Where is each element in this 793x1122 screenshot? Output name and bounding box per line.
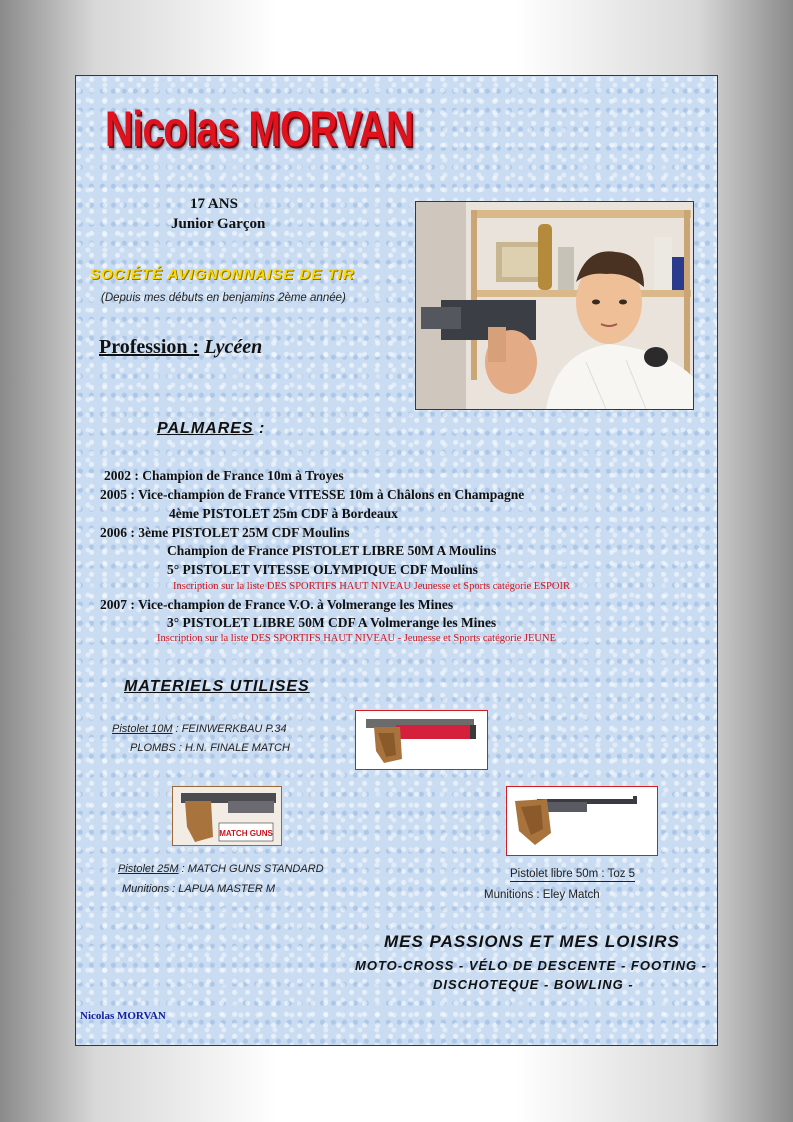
profession-value: Lycéen — [204, 336, 263, 358]
palmares-heading — [157, 420, 265, 438]
pistol-50m-illustration — [507, 787, 657, 855]
munitions-25m: Munitions : LAPUA MASTER M — [122, 883, 276, 895]
palmares-title-colon: : — [259, 420, 266, 437]
munitions-50m: Munitions : Eley Match — [484, 889, 600, 901]
pistol-10m-image — [355, 710, 488, 770]
palmares-line-2006-c: 5° PISTOLET VITESSE OLYMPIQUE CDF Moulins — [167, 562, 478, 577]
pistol-25m-value: : MATCH GUNS STANDARD — [181, 863, 324, 875]
matchguns-logo: MATCH GUNS — [219, 829, 273, 838]
palmares-line-2007-b: 3° PISTOLET LIBRE 50M CDF A Volmerange les Mines — [167, 615, 497, 630]
palmares-line-2007: 2007 : Vice-champion de France V.O. à Volmerange les Mines — [100, 597, 454, 612]
pistol-50m-line: Pistolet libre 50m : Toz 5 — [510, 868, 636, 880]
plombs-line: PLOMBS : H.N. FINALE MATCH — [130, 742, 290, 754]
pistol-10m-value: : FEINWERKBAU P.34 — [175, 723, 287, 735]
pistol-50m-image — [506, 786, 658, 856]
pistol-10m-illustration — [356, 711, 487, 769]
pistol-10m-line — [112, 723, 287, 735]
athlete-age: 17 ANS — [190, 196, 238, 212]
passions-line-2: DISCHOTEQUE - BOWLING - — [433, 977, 634, 992]
palmares-title: PALMARES — [157, 420, 254, 437]
palmares-note-jeune: Inscription sur la liste DES SPORTIFS HAUT NIVEAU - Jeunesse et Sports catégorie JEUNE — [157, 633, 557, 644]
passions-heading: MES PASSIONS ET MES LOISIRS — [384, 932, 680, 951]
club-note: (Depuis mes débuts en benjamins 2ème année) — [101, 292, 346, 304]
athlete-photo-illustration — [416, 202, 693, 409]
profession-label: Profession : — [99, 336, 200, 358]
palmares-line-2006-b: Champion de France PISTOLET LIBRE 50M A Moulins — [167, 543, 497, 558]
materiels-heading: MATERIELS UTILISES — [124, 678, 310, 695]
pistol-10m-label: Pistolet 10M — [112, 723, 173, 735]
club-name: SOCIÉTÉ AVIGNONNAISE DE TIR — [90, 266, 355, 283]
palmares-line-2005: 2005 : Vice-champion de France VITESSE 10m à Châlons en Champagne — [100, 487, 525, 502]
profession — [99, 336, 262, 359]
pistol-25m-image — [172, 786, 282, 846]
pistol-25m-illustration — [173, 787, 281, 845]
athlete-name: Nicolas MORVAN — [105, 101, 414, 157]
athlete-category: Junior Garçon — [171, 216, 266, 232]
passions-line-1: MOTO-CROSS - VÉLO DE DESCENTE - FOOTING - — [355, 958, 708, 973]
athlete-photo — [415, 201, 694, 410]
palmares-line-2006: 2006 : 3ème PISTOLET 25M CDF Moulins — [100, 525, 350, 540]
palmares-note-espoir: Inscription sur la liste DES SPORTIFS HAUT NIVEAU Jeunesse et Sports catégorie ESPOIR — [173, 581, 570, 592]
pistol-25m-line — [118, 863, 324, 875]
palmares-line-2002: 2002 : Champion de France 10m à Troyes — [104, 468, 344, 483]
pistol-25m-label: Pistolet 25M — [118, 863, 179, 875]
footer-name: Nicolas MORVAN — [80, 1010, 166, 1022]
palmares-line-2005-b: 4ème PISTOLET 25m CDF à Bordeaux — [169, 506, 398, 521]
